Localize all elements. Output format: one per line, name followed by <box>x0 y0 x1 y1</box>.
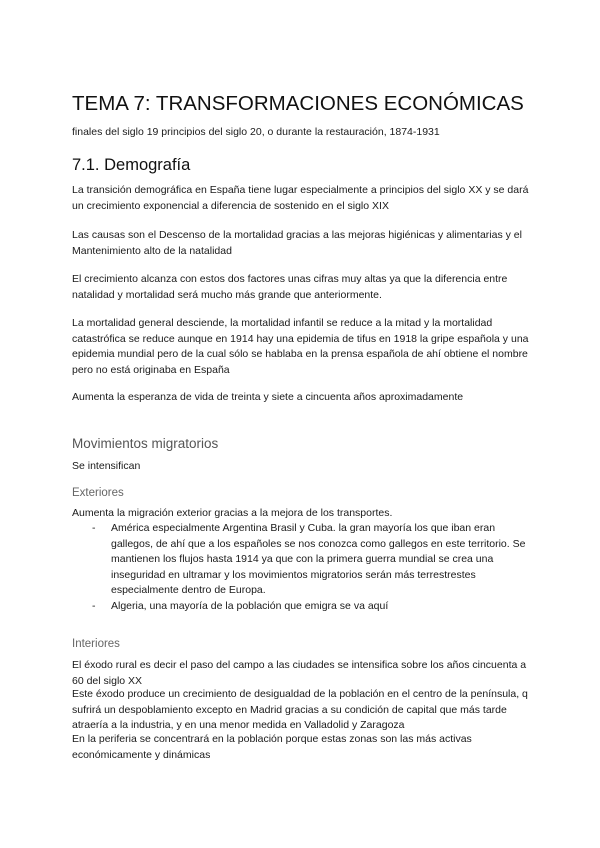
document-subtitle: finales del siglo 19 principios del siglo 20, o durante la restauración, 1874-1931 <box>72 126 440 138</box>
list-item-text: América especialmente Argentina Brasil y Cuba. la gran mayoría los que iban eran gallegos, de ahí que a los españoles se nos conozca como gallegos en este territorio. Se mantienen los flujos hasta 1914 ya que con la primera guerra mundial se crea una inseguridad en ultramar y los movimientos migratorios serán más terrestrestes especialmente dentro de Europa. <box>111 522 526 597</box>
paragraph-mortalidad: La mortalidad general desciende, la mortalidad infantil se reduce a la mitad y la mortalidad catastrófica se reduce aunque en 1914 hay una epidemia de tifus en 1918 la gripe española y una epidemia mundial pero de la cual sólo se hablaba en la prensa española de ahí obtiene el nombre pero no está originaba en España <box>72 317 529 376</box>
list-item <box>92 521 532 599</box>
dash-bullet-icon: - <box>92 522 96 534</box>
paragraph-periferia: En la periferia se concentrará en la población porque estas zonas son las más activas económicamente y dinámicas <box>72 733 472 761</box>
paragraph-esperanza-vida: Aumenta la esperanza de vida de treinta y siete a cincuenta años aproximadamente <box>72 391 464 403</box>
paragraph-desigualdad: Este éxodo produce un crecimiento de desigualdad de la población en el centro de la península, q sufrirá un despoblamiento excepto en Madrid gracias a su condición de capital que más tarde atraería a la industria, y en una menor medida en Valladolid y Zaragoza <box>72 688 528 732</box>
section-heading-migraciones: Movimientos migratorios <box>72 436 219 451</box>
paragraph-transicion: La transición demográfica en España tiene lugar especialmente a principios del siglo XX y se dará un crecimiento exponencial a diferencia de sostenido en el siglo XIX <box>72 184 529 212</box>
document-title: TEMA 7: TRANSFORMACIONES ECONÓMICAS <box>72 92 524 115</box>
paragraph-causas: Las causas son el Descenso de la mortalidad gracias a las mejoras higiénicas y alimentarias y el Mantenimiento alto de la natalidad <box>72 229 522 257</box>
paragraph-exteriores-intro: Aumenta la migración exterior gracias a la mejora de los transportes. <box>72 507 393 519</box>
exteriores-bullet-list <box>92 521 532 615</box>
list-item <box>92 599 532 615</box>
list-item-text: Algeria, una mayoría de la población que emigra se va aquí <box>111 599 389 612</box>
subsection-heading-interiores: Interiores <box>72 638 120 650</box>
section-heading-demografia: 7.1. Demografía <box>72 156 191 174</box>
paragraph-intensifican: Se intensifican <box>72 460 141 472</box>
subsection-heading-exteriores: Exteriores <box>72 487 124 499</box>
paragraph-exodo-rural: El éxodo rural es decir el paso del campo a las ciudades se intensifica sobre los años cincuenta a 60 del siglo XX <box>72 659 527 687</box>
dash-bullet-icon: - <box>92 599 96 612</box>
paragraph-crecimiento: El crecimiento alcanza con estos dos factores unas cifras muy altas ya que la diferencia entre natalidad y mortalidad será mucho más grande que anteriormente. <box>72 273 508 301</box>
